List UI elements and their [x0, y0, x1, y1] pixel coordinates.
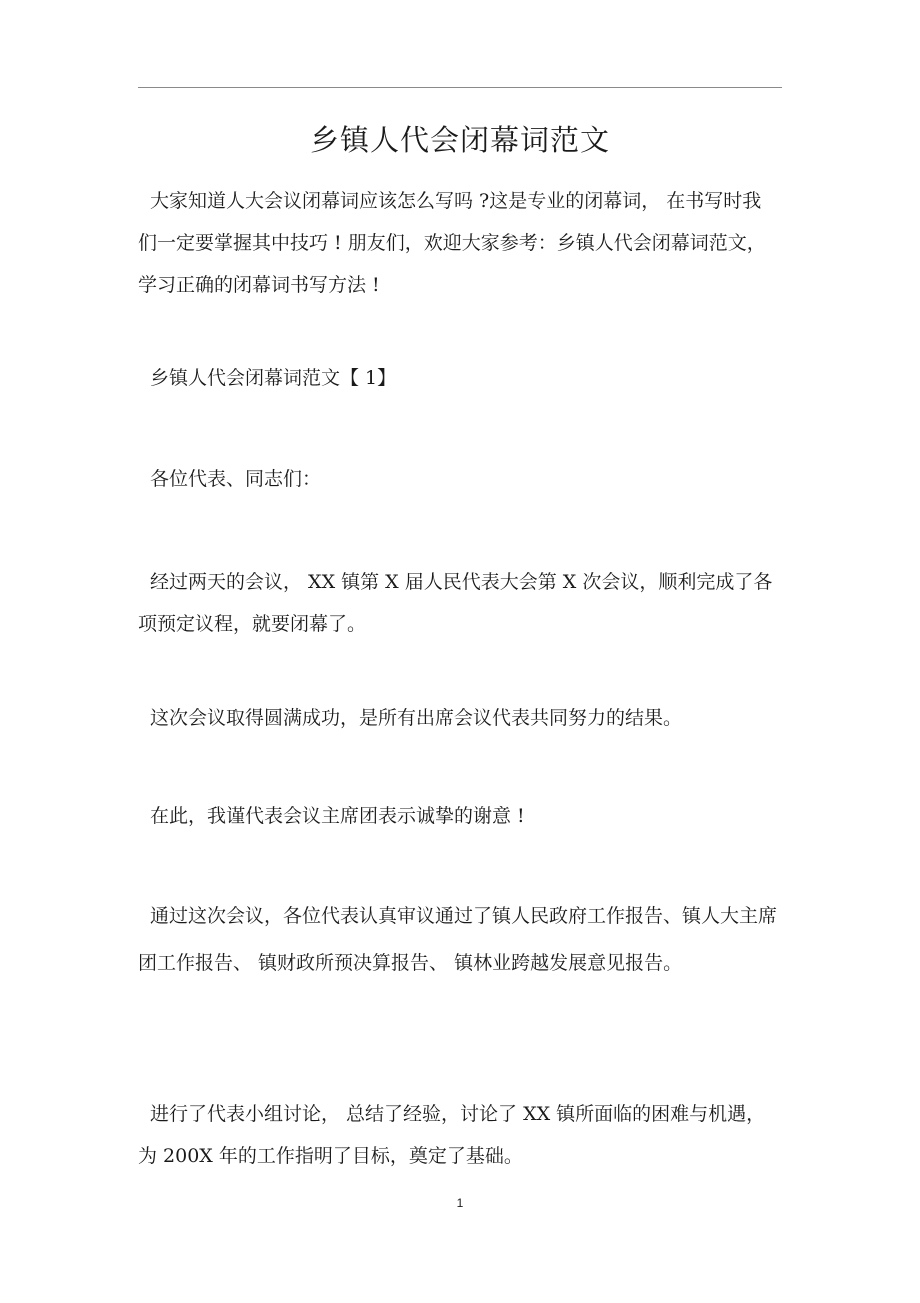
- header-rule: [138, 87, 782, 88]
- body-paragraph: 经过两天的会议， XX 镇第 X 届人民代表大会第 X 次会议，顺利完成了各项预定议程，就要闭幕了。: [138, 571, 773, 635]
- body-paragraph: 这次会议取得圆满成功，是所有出席会议代表共同努力的结果。: [150, 707, 683, 729]
- document-title: 乡镇人代会闭幕词范文: [309, 123, 610, 157]
- section-heading: 乡镇人代会闭幕词范文【 1】: [150, 367, 397, 389]
- body-paragraph: 通过这次会议，各位代表认真审议通过了镇人民政府工作报告、镇人大主席团工作报告、 镇财政所预决算报告、 镇林业跨越发展意见报告。: [138, 905, 778, 974]
- body-paragraph: 进行了代表小组讨论， 总结了经验，讨论了 XX 镇所面临的困难与机遇，为 200X 年的工作指明了目标，奠定了基础。: [138, 1103, 766, 1167]
- page-number: 1: [456, 1196, 464, 1210]
- salutation: 各位代表、同志们：: [150, 468, 322, 490]
- intro-paragraph: 大家知道人大会议闭幕词应该怎么写吗 ?这是专业的闭幕词， 在书写时我们一定要掌握其中技巧 ! 朋友们，欢迎大家参考：乡镇人代会闭幕词范文，学习正确的闭幕词书写方法 !: [138, 190, 766, 296]
- body-paragraph: 在此，我谨代表会议主席团表示诚挚的谢意 !: [150, 805, 525, 827]
